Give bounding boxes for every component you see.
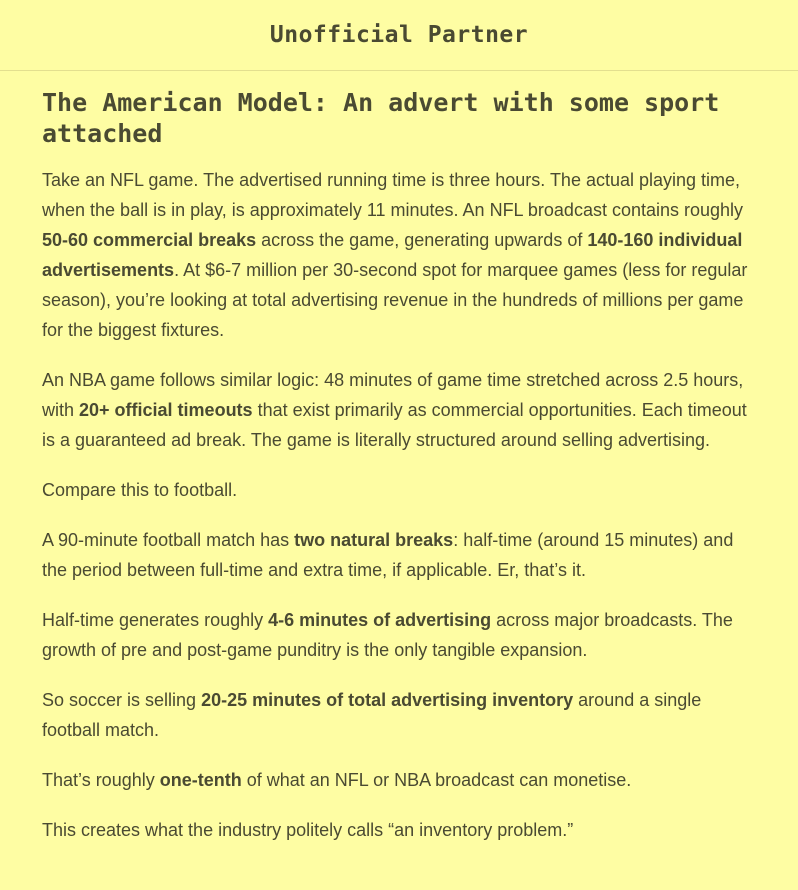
- paragraph-text: . At $6-7 million per 30-second spot for marquee games (less for regular season), you’re looking at total advertising revenue in the hundreds of millions per game for the biggest fixtures.: [42, 260, 748, 340]
- paragraph-text: : half-time (around 15 minutes) and the period between full-time and extra time, if applicable. Er, that’s it.: [42, 530, 734, 580]
- article-paragraph: [42, 525, 756, 585]
- paragraph-text: That’s roughly: [42, 770, 160, 790]
- paragraph-text: A 90-minute football match has: [42, 530, 295, 550]
- paragraph-emphasis: one-tenth: [159, 770, 242, 790]
- site-header: [0, 0, 798, 71]
- article-title: The American Model: An advert with some sport attached: [42, 88, 720, 148]
- paragraph-emphasis: 50-60 commercial breaks: [42, 230, 257, 250]
- paragraph-text: This creates what the industry politely calls “an inventory problem.”: [42, 820, 574, 840]
- paragraph-text: Half-time generates roughly: [42, 610, 269, 630]
- article: [0, 71, 798, 845]
- article-paragraph: [42, 685, 756, 745]
- paragraph-text: Compare this to football.: [42, 480, 238, 500]
- site-title[interactable]: Unofficial Partner: [269, 22, 529, 48]
- paragraph-emphasis: 140-160 individual advertisements: [42, 230, 743, 280]
- article-paragraph: [42, 815, 756, 845]
- paragraph-text: Take an NFL game. The advertised running time is three hours. The actual playing time, when the ball is in play, is approximately 11 minutes. An NFL broadcast contains roughly: [42, 170, 744, 220]
- paragraph-text: around a single football match.: [42, 690, 702, 740]
- article-paragraph: [42, 365, 756, 455]
- article-paragraph: [42, 605, 756, 665]
- paragraph-emphasis: 20-25 minutes of total advertising inventory: [201, 690, 574, 710]
- article-paragraph: [42, 165, 756, 345]
- paragraph-text: across major broadcasts. The growth of pre and post-game punditry is the only tangible expansion.: [42, 610, 733, 660]
- paragraph-emphasis: two natural breaks: [294, 530, 454, 550]
- article-paragraph: [42, 475, 756, 505]
- paragraph-text: across the game, generating upwards of: [256, 230, 588, 250]
- paragraph-text: of what an NFL or NBA broadcast can monetise.: [241, 770, 632, 790]
- paragraph-text: So soccer is selling: [42, 690, 202, 710]
- paragraph-text: that exist primarily as commercial opportunities. Each timeout is a guaranteed ad break. The game is literally structured around selling advertising.: [42, 400, 747, 450]
- paragraph-emphasis: 4-6 minutes of advertising: [268, 610, 492, 630]
- paragraph-emphasis: 20+ official timeouts: [79, 400, 253, 420]
- article-paragraph: [42, 765, 756, 795]
- paragraph-text: An NBA game follows similar logic: 48 minutes of game time stretched across 2.5 hours, with: [42, 370, 744, 420]
